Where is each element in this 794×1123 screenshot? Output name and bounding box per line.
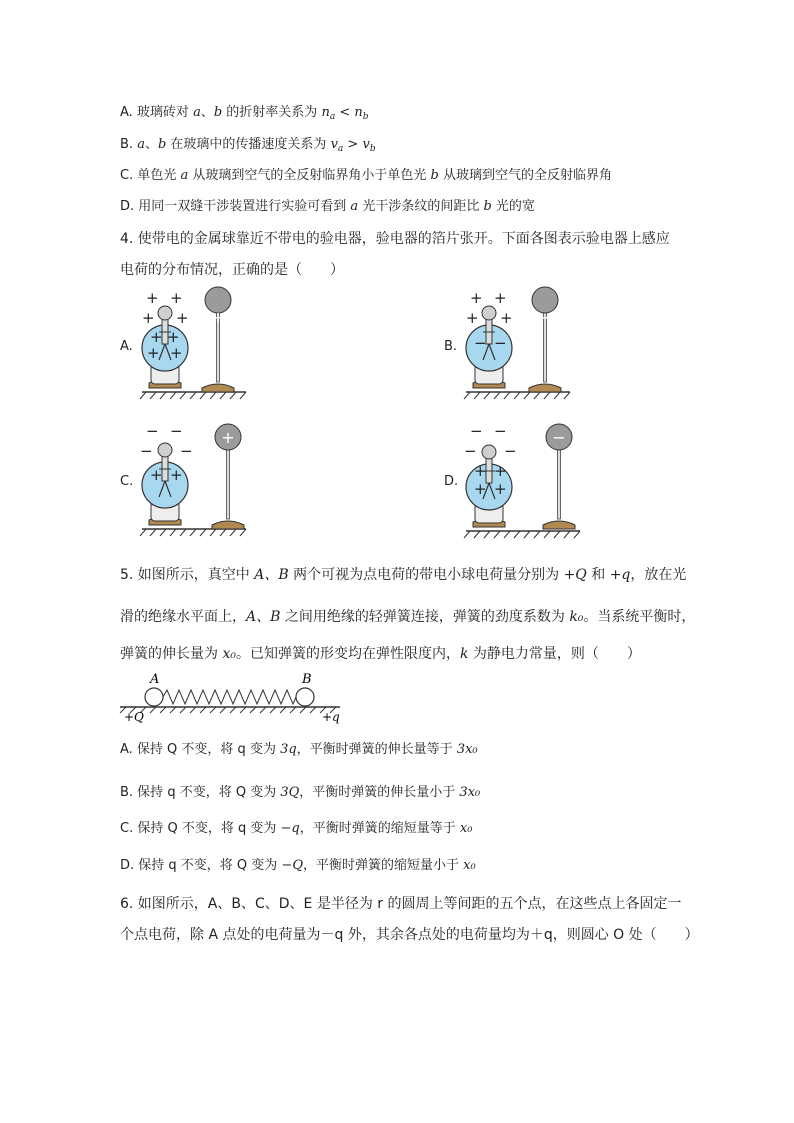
svg-text:+: + (147, 344, 160, 362)
q3-option-a[interactable]: A. 玻璃砖对 a、b 的折射率关系为 $n_a < n_b$ (120, 105, 369, 122)
svg-text:−: − (552, 428, 566, 447)
q4-stem-line2: 电荷的分布情况，正确的是（ ） (120, 262, 344, 278)
svg-text:+: + (470, 289, 483, 307)
q5-option-d[interactable]: D. 保持 q 不变，将 Q 变为 −Q，平衡时弹簧的缩短量小于 x₀ (120, 858, 476, 873)
formula-va-gt-vb: $v_a > v_b$ (330, 137, 376, 154)
ball-a (145, 688, 163, 706)
svg-text:−: − (474, 334, 487, 352)
svg-text:+: + (474, 480, 487, 498)
q5-option-b[interactable]: B. 保持 q 不变，将 Q 变为 3Q，平衡时弹簧的伸长量小于 3x₀ (120, 785, 481, 800)
q6-stem-line2: 个点电荷，除 A 点处的电荷量为－q 外，其余各点处的电荷量均为＋q，则圆心 O 处（ ） (120, 927, 699, 943)
svg-text:+: + (500, 309, 513, 327)
svg-text:−: − (180, 442, 193, 460)
svg-text:−: − (494, 334, 507, 352)
svg-text:−: − (170, 422, 183, 440)
q5-stem-line1: 5. 如图所示，真空中 A、B 两个可视为点电荷的带电小球电荷量分别为 +Q 和 +q，放在光 (120, 567, 687, 583)
q3-option-c[interactable]: C. 单色光 a 从玻璃到空气的全反射临界角小于单色光 b 从玻璃到空气的全反射临界角 (120, 168, 612, 183)
q4-stem-line1: 4. 使带电的金属球靠近不带电的验电器，验电器的箔片张开。下面各图表示验电器上感应 (120, 231, 670, 247)
q5-option-a[interactable]: A. 保持 Q 不变，将 q 变为 3q，平衡时弹簧的伸长量等于 3x₀ (120, 742, 478, 757)
spring (163, 690, 296, 704)
q5-option-c[interactable]: C. 保持 Q 不变，将 q 变为 −q，平衡时弹簧的缩短量等于 x₀ (120, 821, 473, 836)
label-a: A (150, 672, 160, 687)
svg-text:+: + (176, 309, 189, 327)
svg-text:−: − (140, 442, 153, 460)
svg-text:+: + (150, 328, 163, 346)
svg-text:+: + (167, 328, 180, 346)
svg-text:+: + (221, 428, 235, 447)
formula-na-lt-nb: $n_a < n_b$ (321, 105, 369, 122)
q3-option-b[interactable]: B. a、b 在玻璃中的传播速度关系为 $v_a > v_b$ (120, 137, 376, 154)
svg-text:−: − (470, 422, 483, 440)
q3-option-d[interactable]: D. 用同一双缝干涉装置进行实验可看到 a 光干涉条纹的间距比 b 光的宽 (120, 199, 535, 214)
svg-text:+: + (146, 289, 159, 307)
svg-text:+: + (494, 462, 507, 480)
svg-text:+: + (170, 344, 183, 362)
svg-text:−: − (538, 308, 552, 327)
label-plus-q-big: +Q (124, 710, 144, 724)
svg-text:+: + (170, 289, 183, 307)
label-b: B (302, 672, 312, 687)
q4-option-d-label[interactable]: D. (444, 474, 459, 489)
svg-text:−: − (494, 422, 507, 440)
svg-text:−: − (146, 422, 159, 440)
svg-text:+: + (494, 289, 507, 307)
q6-stem-line1: 6. 如图所示，A、B、C、D、E 是半径为 r 的圆周上等间距的五个点，在这些点上各固定一 (120, 896, 682, 912)
q4-option-a-label[interactable]: A. (120, 339, 133, 354)
q4-option-b-label[interactable]: B. (444, 339, 458, 354)
ball-b (296, 688, 314, 706)
svg-text:+: + (142, 309, 155, 327)
svg-text:+: + (170, 466, 183, 484)
svg-text:+: + (150, 466, 163, 484)
q4-option-c-label[interactable]: C. (120, 474, 134, 489)
label-plus-q-small: +q (322, 710, 340, 724)
svg-text:+: + (211, 308, 225, 327)
q5-stem-line3: 弹簧的伸长量为 x₀。已知弹簧的形变均在弹性限度内，k 为静电力常量，则（ ） (120, 646, 641, 662)
svg-text:+: + (466, 309, 479, 327)
svg-text:+: + (494, 480, 507, 498)
svg-text:−: − (504, 442, 517, 460)
svg-text:+: + (474, 462, 487, 480)
svg-text:−: − (464, 442, 477, 460)
q5-stem-line2: 滑的绝缘水平面上，A、B 之间用绝缘的轻弹簧连接，弹簧的劲度系数为 k₀。当系统平衡时， (120, 609, 696, 625)
